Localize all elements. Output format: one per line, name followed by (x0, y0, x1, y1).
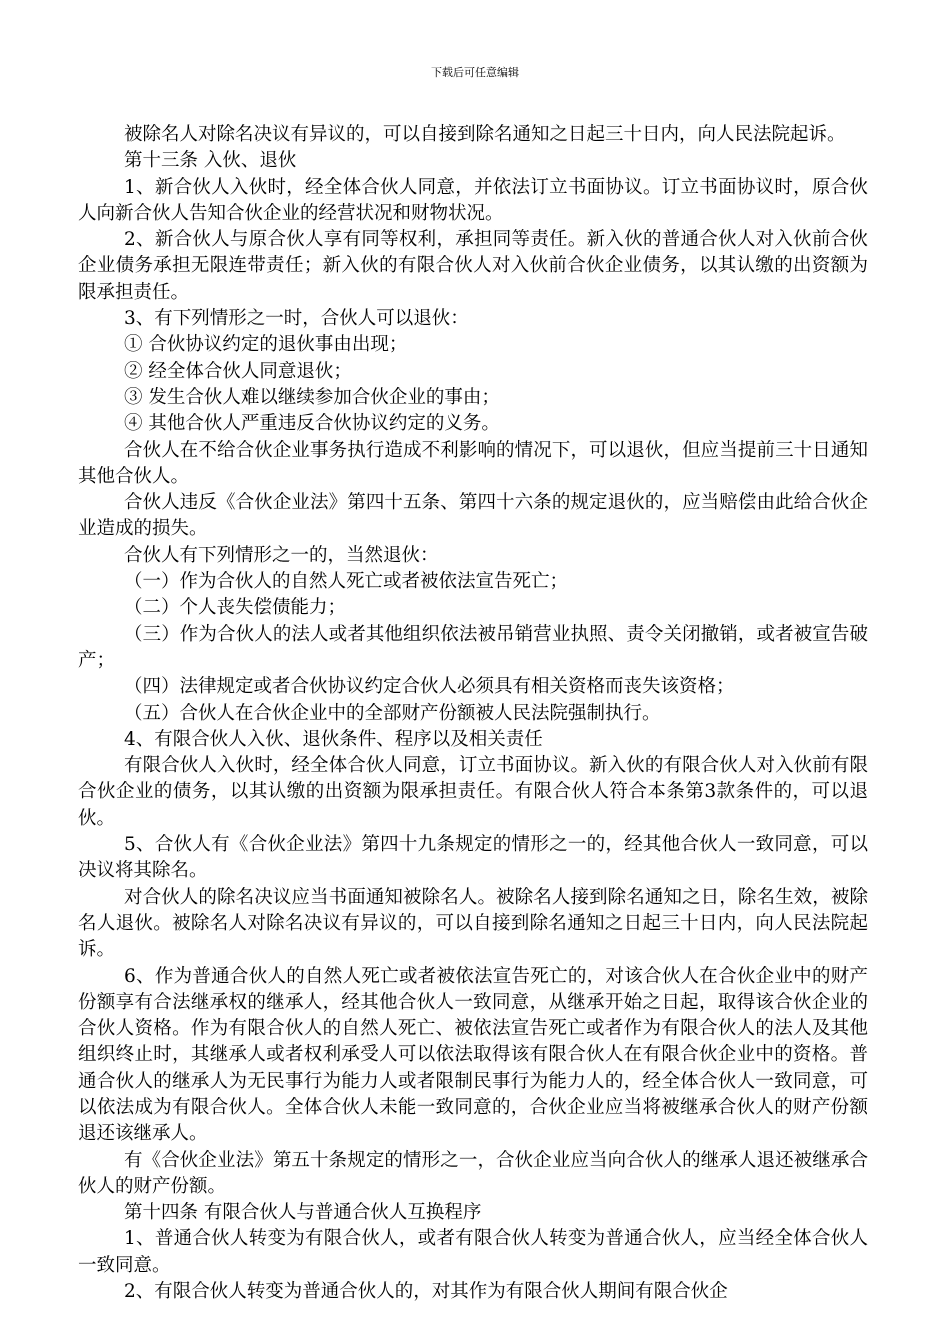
paragraph: 合伙人违反《合伙企业法》第四十五条、第四十六条的规定退伙的，应当赔偿由此给合伙企业造成的损失。 (78, 492, 868, 540)
paragraph: （四）法律规定或者合伙协议约定合伙人必须具有相关资格而丧失该资格； (124, 676, 735, 698)
paragraph: ③ 发生合伙人难以继续参加合伙企业的事由； (124, 386, 500, 408)
paragraph: ② 经全体合伙人同意退伙； (124, 360, 352, 382)
paragraph: （五）合伙人在合伙企业中的全部财产份额被人民法院强制执行。 (124, 702, 661, 724)
paragraph: 5、合伙人有《合伙企业法》第四十九条规定的情形之一的，经其他合伙人一致同意，可以决议将其除名。 (78, 834, 868, 882)
paragraph: 合伙人有下列情形之一的，当然退伙： (124, 544, 439, 566)
paragraph: 1、普通合伙人转变为有限合伙人，或者有限合伙人转变为普通合伙人，应当经全体合伙人一致同意。 (78, 1228, 868, 1276)
paragraph: 合伙人在不给合伙企业事务执行造成不利影响的情况下，可以退伙，但应当提前三十日通知其他合伙人。 (78, 439, 868, 487)
paragraph: 有限合伙人入伙时，经全体合伙人同意，订立书面协议。新入伙的有限合伙人对入伙前有限合伙企业的债务，以其认缴的出资额为限承担责任。有限合伙人符合本条第3款条件的，可以退伙。 (78, 755, 868, 829)
paragraph: 1、新合伙人入伙时，经全体合伙人同意，并依法订立书面协议。订立书面协议时，原合伙人向新合伙人告知合伙企业的经营状况和财物状况。 (78, 176, 868, 224)
paragraph: 第十三条 入伙、退伙 (124, 150, 297, 172)
paragraph: 被除名人对除名决议有异议的，可以自接到除名通知之日起三十日内，向人民法院起诉。 (124, 124, 846, 145)
paragraph: 3、有下列情形之一时，合伙人可以退伙： (124, 308, 469, 330)
paragraph: （一）作为合伙人的自然人死亡或者被依法宣告死亡； (124, 571, 569, 593)
paragraph: 2、新合伙人与原合伙人享有同等权利，承担同等责任。新入伙的普通合伙人对入伙前合伙企业债务承担无限连带责任；新入伙的有限合伙人对入伙前合伙企业债务，以其认缴的出资额为限承担责任。 (78, 229, 868, 303)
paragraph: 对合伙人的除名决议应当书面通知被除名人。被除名人接到除名通知之日，除名生效，被除名人退伙。被除名人对除名决议有异议的，可以自接到除名通知之日起三十日内，向人民法院起诉。 (78, 886, 868, 961)
page-header: 下载后可任意编辑 (431, 66, 519, 79)
paragraph: ① 合伙协议约定的退伙事由出现； (124, 334, 408, 356)
paragraph: 2、有限合伙人转变为普通合伙人的，对其作为有限合伙人期间有限合伙企 (124, 1281, 728, 1303)
paragraph: （二）个人丧失偿债能力； (124, 597, 347, 619)
paragraph: （三）作为合伙人的法人或者其他组织依法被吊销营业执照、责令关闭撤销，或者被宣告破产； (78, 623, 868, 671)
paragraph: ④ 其他合伙人严重违反合伙协议约定的义务。 (124, 413, 500, 435)
paragraph: 有《合伙企业法》第五十条规定的情形之一，合伙企业应当向合伙人的继承人退还被继承合伙人的财产份额。 (78, 1149, 868, 1197)
paragraph: 6、作为普通合伙人的自然人死亡或者被依法宣告死亡的，对该合伙人在合伙企业中的财产份额享有合法继承权的继承人，经其他合伙人一致同意，从继承开始之日起，取得该合伙企业的合伙人资格。作为有限合伙人的自然人死亡、被依法宣告死亡或者作为有限合伙人的法人及其他组织终止时，其继承人或者权利承受人可以依法取得该有限合伙人在有限合伙企业中的资格。普通合伙人的继承人为无民事行为能力人或者限制民事行为能力人的，经全体合伙人一致同意，可以依法成为有限合伙人。全体合伙人未能一致同意的，合伙企业应当将被继承合伙人的财产份额退还该继承人。 (78, 965, 868, 1145)
paragraph: 4、有限合伙人入伙、退伙条件、程序以及相关责任 (124, 728, 543, 750)
paragraph: 第十四条 有限合伙人与普通合伙人互换程序 (124, 1202, 482, 1224)
document-body (78, 122, 868, 1305)
